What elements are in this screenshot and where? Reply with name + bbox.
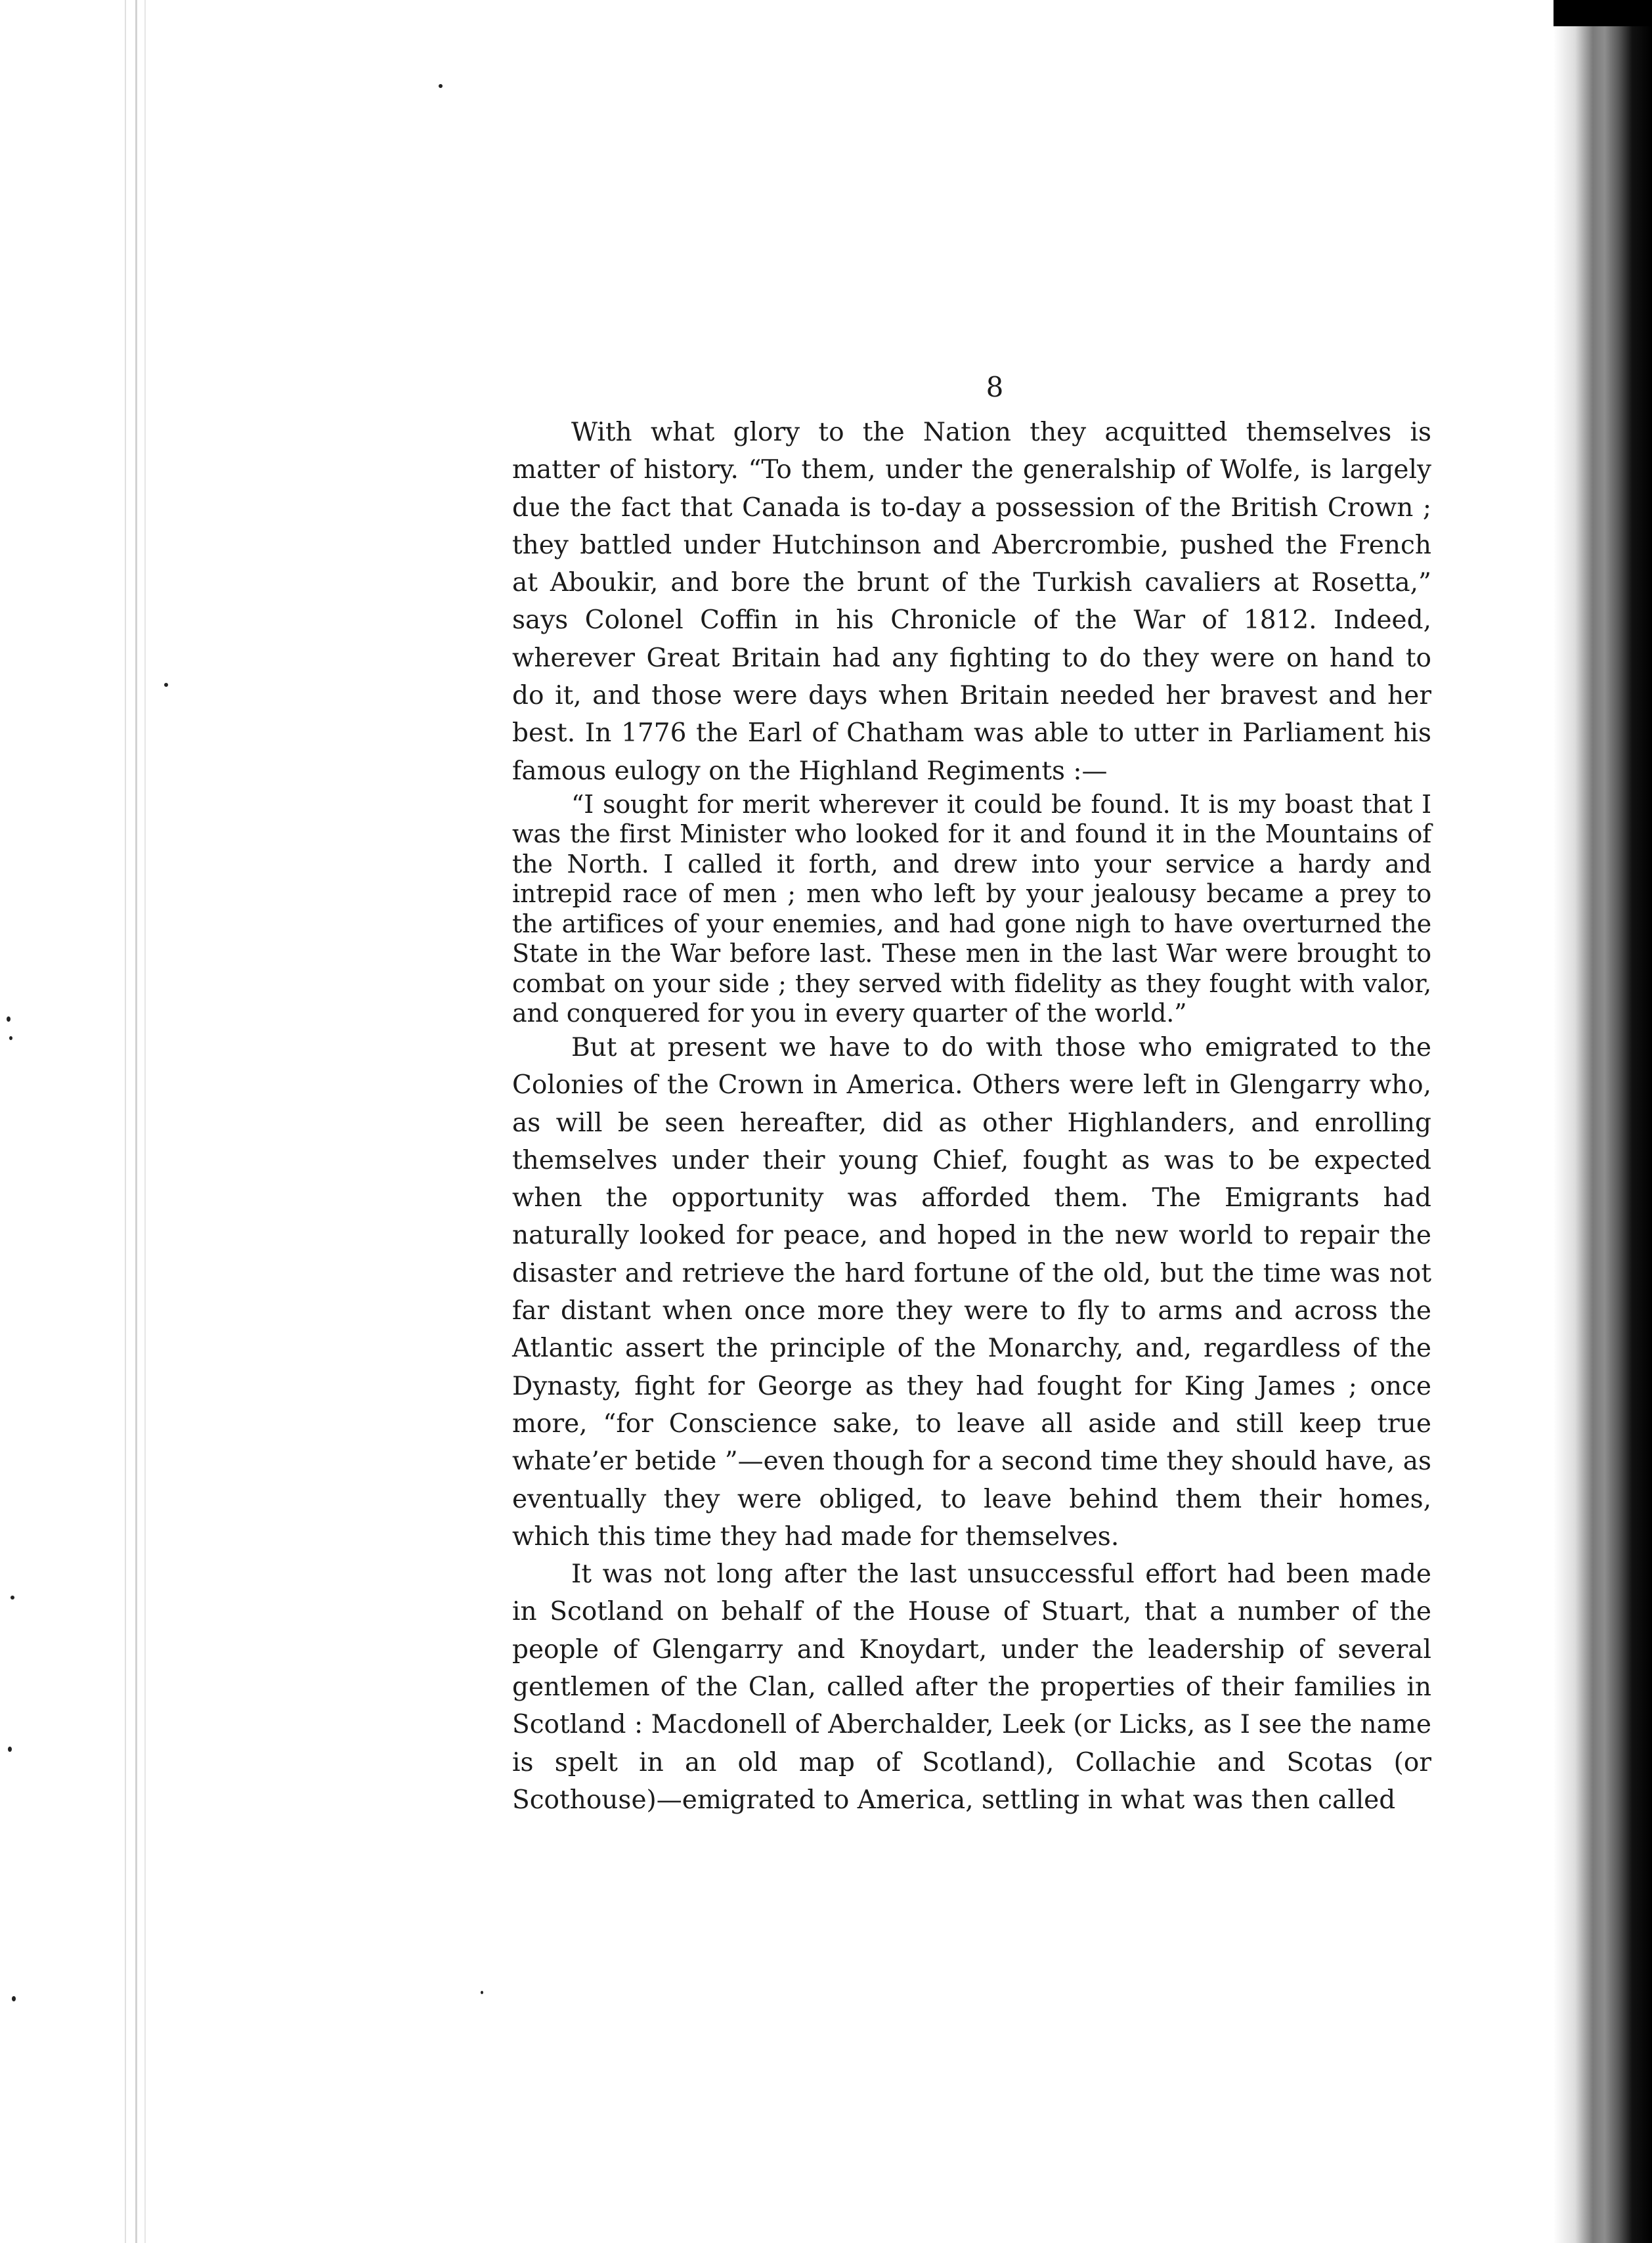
paragraph: But at present we have to do with those who emigrated to the Colonies of the Crown in America. Others were left in Glengarry who, as will be seen hereafter, did as other Highlanders, and enrolling themselves under their young Chief, fought as was to be expected when the opportunity was afforded them. The Emigrants had naturally looked for peace, and hoped in the new world to repair the disaster and retrieve the hard fortune of the old, but the time was not far distant when once more they were to fly to arms and across the Atlantic assert the principle of the Monarchy, and, regardless of the Dynasty, fight for George as they had fought for King James ; once more, “for Conscience sake, to leave all aside and still keep true whate’er betide ”—even though for a second time they should have, as eventually they were obliged, to leave behind them their homes, which this time they had made for themselves. bbox=[512, 1032, 1431, 1552]
page-edge-shadow bbox=[1554, 0, 1652, 2243]
dust-speck bbox=[164, 683, 168, 687]
paragraph: It was not long after the last unsuccessful effort had been made in Scotland on behalf of the House of Stuart, that a number of the people of Glengarry and Knoydart, under the leadership of several gentlemen of the Clan, called after the properties of their families in Scotland : Macdonell of Aberchalder, Leek (or Licks, as I see the name is spelt in an old map of Scotland), Collachie and Scotas (or Scothouse)—emigrated to America, settling in what was then called bbox=[512, 1559, 1431, 1815]
dust-speck bbox=[481, 1991, 483, 1994]
page-body bbox=[512, 368, 1431, 1819]
dust-speck bbox=[11, 1596, 14, 1600]
dust-speck bbox=[7, 1016, 11, 1022]
block-quote: “I sought for merit wherever it could be found. It is my boast that I was the first Minister who looked for it and found it in the Mountains of the North. I called it forth, and drew into your service a hardy and intrepid race of men ; men who left by your jealousy became a prey to the artifices of your enemies, and had gone nigh to have overturned the State in the War before last. These men in the last War were brought to combat on your side ; they served with fidelity as they fought with valor, and conquered for you in every quarter of the world.” bbox=[512, 789, 1431, 1028]
binding-rule bbox=[125, 0, 126, 2243]
page-edge-corner bbox=[1554, 0, 1652, 26]
binding-rule bbox=[144, 0, 146, 2243]
dust-speck bbox=[8, 1747, 12, 1752]
dust-speck bbox=[12, 1996, 16, 2001]
dust-speck bbox=[9, 1036, 12, 1040]
page-number: 8 bbox=[986, 371, 1004, 403]
dust-speck bbox=[439, 84, 443, 88]
binding-rule bbox=[135, 0, 137, 2243]
paragraph: With what glory to the Nation they acquitted themselves is matter of history. “To them, under the generalship of Wolfe, is largely due the fact that Canada is to-day a possession of the British Crown ; they battled under Hutchinson and Abercrombie, pushed the French at Aboukir, and bore the brunt of the Turkish cavaliers at Rosetta,” says Colonel Coffin in his Chronicle of the War of 1812. Indeed, wherever Great Britain had any fighting to do they were on hand to do it, and those were days when Britain needed her bravest and her best. In 1776 the Earl of Chatham was able to utter in Parliament his famous eulogy on the Highland Regiments :— bbox=[512, 418, 1431, 786]
